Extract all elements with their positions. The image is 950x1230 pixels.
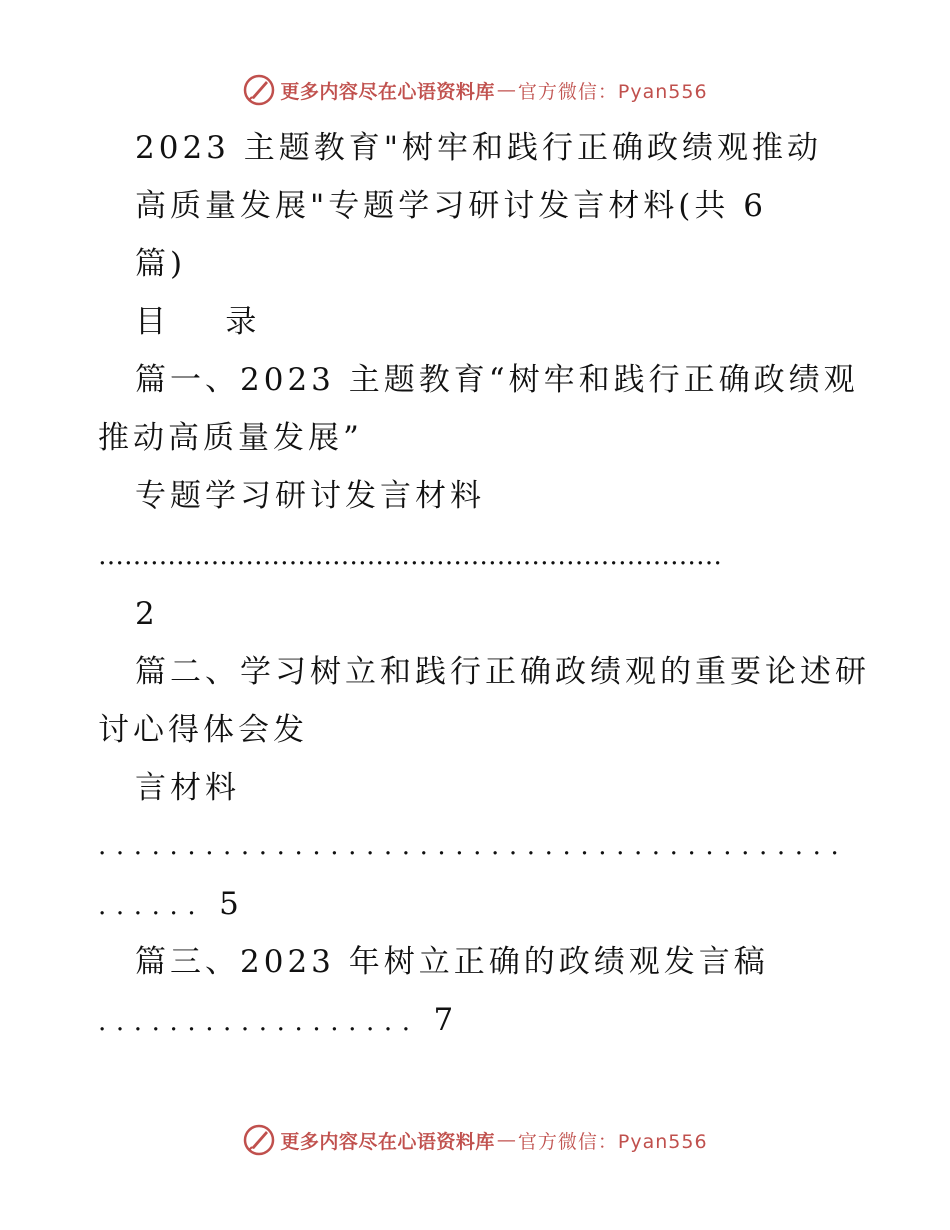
toc-item-2-leader: .......................................... bbox=[98, 831, 849, 861]
watermark-wechat: 官方微信：Pyan556 bbox=[517, 80, 708, 103]
watermark-title: 更多内容尽在心语资料库 bbox=[280, 80, 495, 103]
toc-item-2-line1: 篇二、学习树立和践行正确政绩观的重要论述研 bbox=[135, 654, 870, 690]
toc-item-3-page: 7 bbox=[433, 1002, 458, 1038]
toc-item-2-leader-end bbox=[98, 884, 243, 926]
doc-title-line1: 2023 主题教育"树牢和践行正确政绩观推动 bbox=[135, 130, 823, 166]
toc-item-1-page: 2 bbox=[135, 596, 159, 632]
toc-heading: 目 录 bbox=[135, 304, 261, 340]
toc-item-1-line1: 篇一、2023 主题教育“树牢和践行正确政绩观 bbox=[135, 362, 859, 398]
toc-item-3-leader: .................. bbox=[98, 1007, 420, 1037]
quill-logo-icon bbox=[242, 1123, 276, 1157]
quill-logo-icon bbox=[242, 73, 276, 107]
toc-item-2-line3: 言材料 bbox=[135, 770, 240, 806]
watermark-dash: — bbox=[496, 79, 516, 101]
watermark-title: 更多内容尽在心语资料库 bbox=[280, 1130, 495, 1153]
toc-item-3-leader-end bbox=[98, 1000, 457, 1042]
toc-item-2-leader-tail: ...... bbox=[98, 891, 206, 921]
toc-item-1-line3: 专题学习研讨发言材料 bbox=[135, 478, 485, 514]
doc-title-line2: 高质量发展"专题学习研讨发言材料(共 6 bbox=[135, 188, 767, 224]
doc-title-line3: 篇) bbox=[135, 246, 187, 282]
watermark-header bbox=[0, 70, 950, 110]
toc-item-1-leader: ……………………………………………………………… bbox=[98, 541, 722, 571]
toc-item-2-page: 5 bbox=[219, 886, 243, 922]
toc-item-2-line2: 讨心得体会发 bbox=[98, 712, 308, 748]
toc-item-3-line1: 篇三、2023 年树立正确的政绩观发言稿 bbox=[135, 944, 769, 980]
toc-item-1-line2: 推动高质量发展” bbox=[98, 420, 363, 456]
watermark-dash: — bbox=[496, 1129, 516, 1151]
watermark-wechat: 官方微信：Pyan556 bbox=[517, 1130, 708, 1153]
watermark-footer bbox=[0, 1120, 950, 1160]
